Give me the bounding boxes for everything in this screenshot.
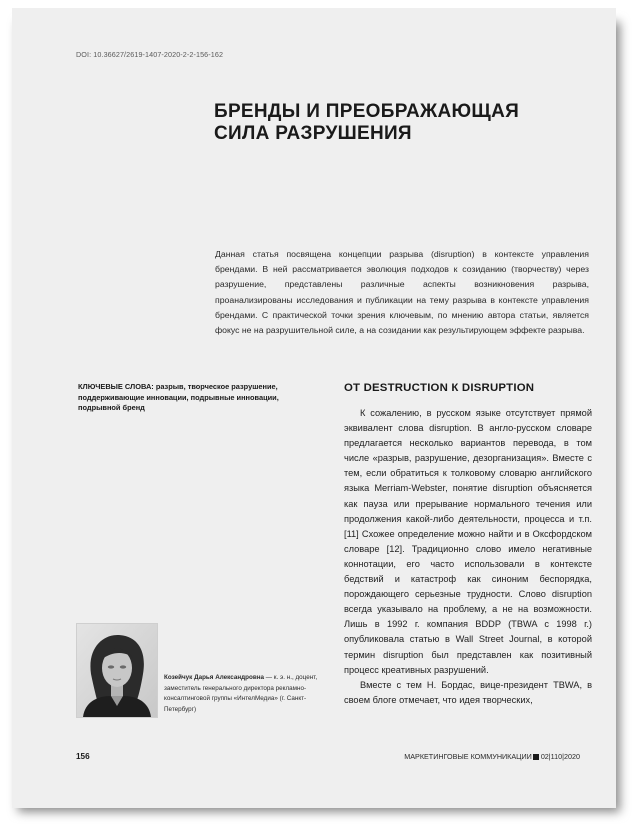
keywords-text: разрыв, творческое разрушение, поддерживающие инновации, подрывные инновации, подрывной бренд	[78, 382, 279, 412]
document-page	[12, 8, 616, 808]
body-text	[344, 406, 592, 708]
page-number: 156	[76, 752, 90, 761]
doi-line: DOI: 10.36627/2619-1407-2020-2-2-156-162	[76, 50, 224, 59]
article-title: БРЕНДЫ И ПРЕОБРАЖАЮЩАЯ СИЛА РАЗРУШЕНИЯ	[214, 101, 520, 144]
keywords-block	[78, 382, 310, 414]
author-photo	[76, 623, 158, 718]
keywords-label: КЛЮЧЕВЫЕ СЛОВА:	[78, 382, 154, 391]
section-heading: ОТ DESTRUCTION К DISRUPTION	[344, 382, 535, 394]
square-separator-icon	[533, 754, 539, 760]
author-name: Козейчук Дарья Александровна	[164, 674, 264, 681]
author-portrait-image	[77, 624, 157, 717]
author-details: — к. э. н., доцент, заместитель генерального директора рекламно-консалтинговой группы «ИнтелМедиа» (г. Санкт-Петербург)	[164, 674, 318, 713]
paragraph: Вместе с тем Н. Бордас, вице-президент TBWA, в своем блоге отмечает, что идея творческих,	[344, 679, 592, 705]
journal-footer	[404, 752, 580, 761]
abstract: Данная статья посвящена концепции разрыва (disruption) в контексте управления брендами. В ней рассматривается эволюция подходов к созиданию (творчеству) через разрушение, представлены различные аспекты возникновения разрыва, проанализированы исследования и публикации на тему разрыва в контексте управления брендами. С практической точки зрения ключевым, по мнению автора статьи, является фокус не на разрушительной силе, а на созидании как результирующем эффекте разрыва.	[215, 249, 589, 336]
author-info	[164, 673, 324, 715]
paragraph: К сожалению, в русском языке отсутствует прямой эквивалент слова disruption. В англо-русском словаре предлагается несколько вариантов перевода, в том числе «разрыв, разрушение, дезорганизация». Вместе с тем, если обратиться к толковому словарю английского языка Merriam-Webster, понятие disruption объясняется как пауза или прерывание нормального течения или продолжения какой-либо деятельности, процесса и т.п. [11] Схожее определение можно найти и в Оксфордском словаре [12]. Традиционно слово имело негативные коннотации, его часто использовали в контексте бедствий и катастроф как синоним беспорядка, порождающего серьезные трудности. Слово disruption всегда указывало на проблему, а не на возможности. Лишь в 1992 г. компания BDDP (TBWA с 1998 г.) опубликовала статью в Wall Street Journal, в которой термин disruption был представлен как позитивный процесс креативных разрушений.	[344, 408, 592, 675]
journal-name: МАРКЕТИНГОВЫЕ КОММУНИКАЦИИ	[404, 752, 532, 761]
journal-issue: 02|110|2020	[540, 752, 580, 761]
